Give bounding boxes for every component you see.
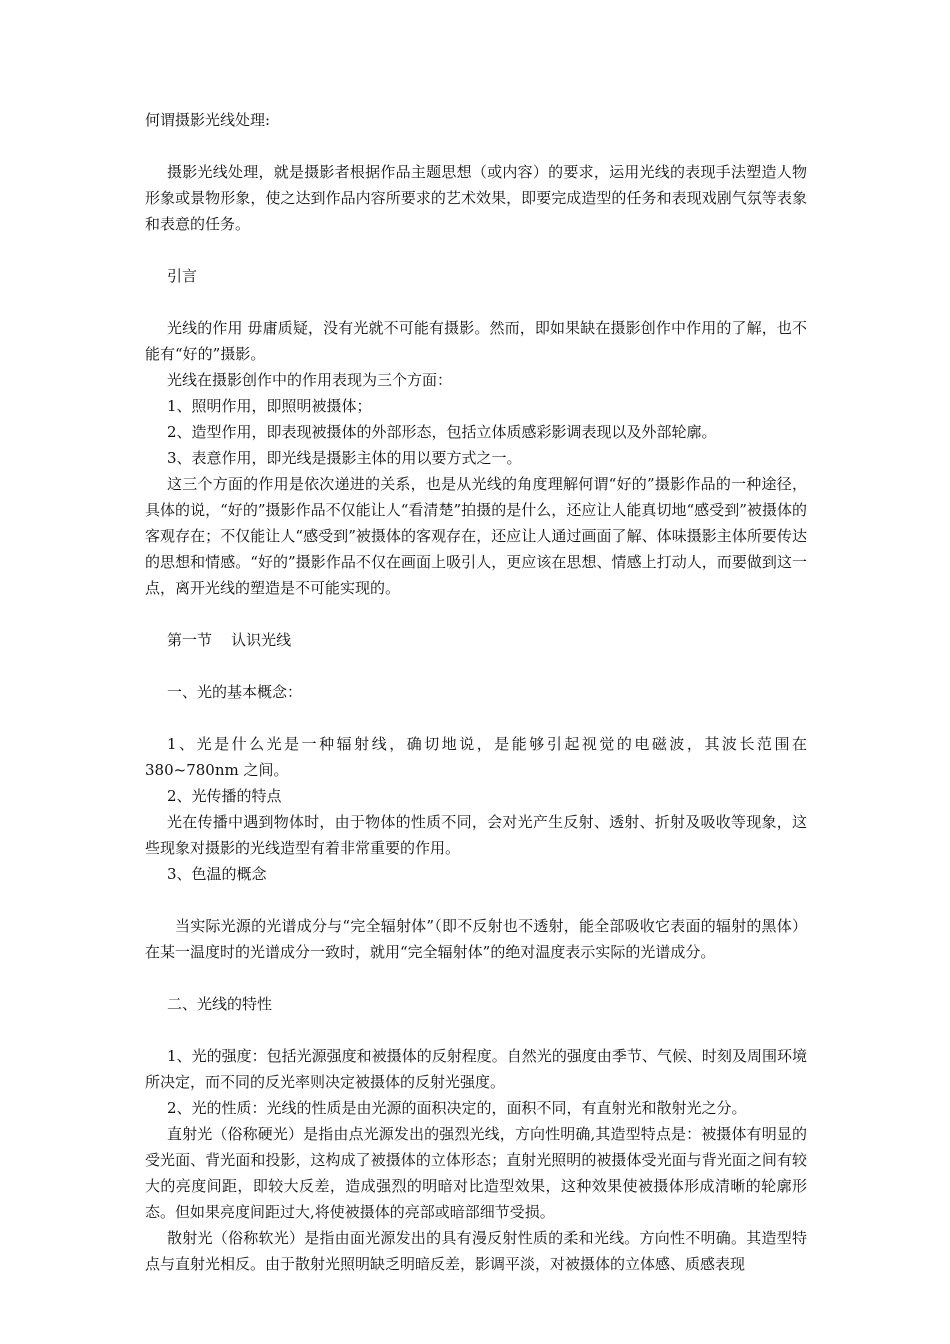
concept-2: 光在传播中遇到物体时，由于物体的性质不同，会对光产生反射、透射、折射及吸收等现象，这些现象对摄影的光线造型有着非常重要的作用。 [145,813,807,857]
feature-1: 1、光的强度：包括光源强度和被摄体的反射程度。自然光的强度由季节、气候、时刻及周围环境所决定，而不同的反光率则决定被摄体的反射光强度。 [145,1047,807,1091]
intro-heading: 引言 [167,267,198,285]
spacer [145,705,807,731]
intro-paragraph-1: 光线的作用 毋庸质疑，没有光就不可能有摄影。然而，即如果缺在摄影创作中作用的了解，也不能有“好的”摄影。 [145,319,807,363]
concept-3-heading: 3、色温的概念 [167,865,267,883]
diffuse-light-paragraph: 散射光（俗称软光）是指由面光源发出的具有漫反射性质的柔和光线。方向性不明确。其造型特点与直射光相反。由于散射光照明缺乏明暗反差，影调平淡，对被摄体的立体感、质感表现 [145,1229,807,1273]
spacer [145,965,807,991]
direct-light-paragraph: 直射光（俗称硬光）是指由点光源发出的强烈光线，方向性明确,其造型特点是：被摄体有明显的受光面、背光面和投影，这构成了被摄体的立体形态；直射光照明的被摄体受光面与背光面之间有较大的亮度间距，即较大反差，造成强烈的明暗对比造型效果，这种效果使被摄体形成清晰的轮廓形态。但如果亮度间距过大,将使被摄体的亮部或暗部细节受损。 [145,1125,807,1221]
role-item-1: 1、照明作用，即照明被摄体； [167,397,372,415]
definition-paragraph: 摄影光线处理，就是摄影者根据作品主题思想（或内容）的要求，运用光线的表现手法塑造人物形象或景物形象，使之达到作品内容所要求的艺术效果，即要完成造型的任务和表现戏剧气氛等表象和表意的任务。 [145,163,807,233]
intro-paragraph-3: 这三个方面的作用是依次递进的关系，也是从光线的角度理解何谓“好的”摄影作品的一种途径，具体的说，“好的”摄影作品不仅能让人“看清楚”拍摄的是什么，还应让人能真切地“感受到”被摄体的客观存在；不仅能让人“感受到”被摄体的客观存在，还应让人通过画面了解、体味摄影主体所要传达的思想和情感。“好的”摄影作品不仅在画面上吸引人，更应该在思想、情感上打动人，而要做到这一点，离开光线的塑造是不可能实现的。 [145,475,807,597]
spacer [145,601,807,627]
feature-2: 2、光的性质：光线的性质是由光源的面积决定的，面积不同，有直射光和散射光之分。 [167,1099,747,1117]
document-title: 何谓摄影光线处理: [145,111,271,129]
sub1-heading: 一、光的基本概念： [167,683,303,701]
section1-heading: 第一节 认识光线 [167,631,292,649]
concept-2-heading: 2、光传播的特点 [167,787,282,805]
spacer [145,1017,807,1043]
spacer [145,133,807,159]
intro-paragraph-2: 光线在摄影创作中的作用表现为三个方面： [167,371,453,389]
spacer [145,887,807,913]
spacer [145,653,807,679]
concept-1: 1、光是什么光是一种辐射线，确切地说，是能够引起视觉的电磁波，其波长范围在 380~780nm 之间。 [145,735,807,779]
spacer [145,289,807,315]
spacer [145,237,807,263]
concept-3: 当实际光源的光谱成分与“完全辐射体”（即不反射也不透射，能全部吸收它表面的辐射的黑体）在某一温度时的光谱成分一致时，就用“完全辐射体”的绝对温度表示实际的光谱成分。 [145,917,807,961]
role-item-3: 3、表意作用，即光线是摄影主体的用以要方式之一。 [167,449,522,467]
document-body [145,107,807,1277]
role-item-2: 2、造型作用，即表现被摄体的外部形态，包括立体质感彩影调表现以及外部轮廓。 [167,423,717,441]
sub2-heading: 二、光线的特性 [167,995,273,1013]
